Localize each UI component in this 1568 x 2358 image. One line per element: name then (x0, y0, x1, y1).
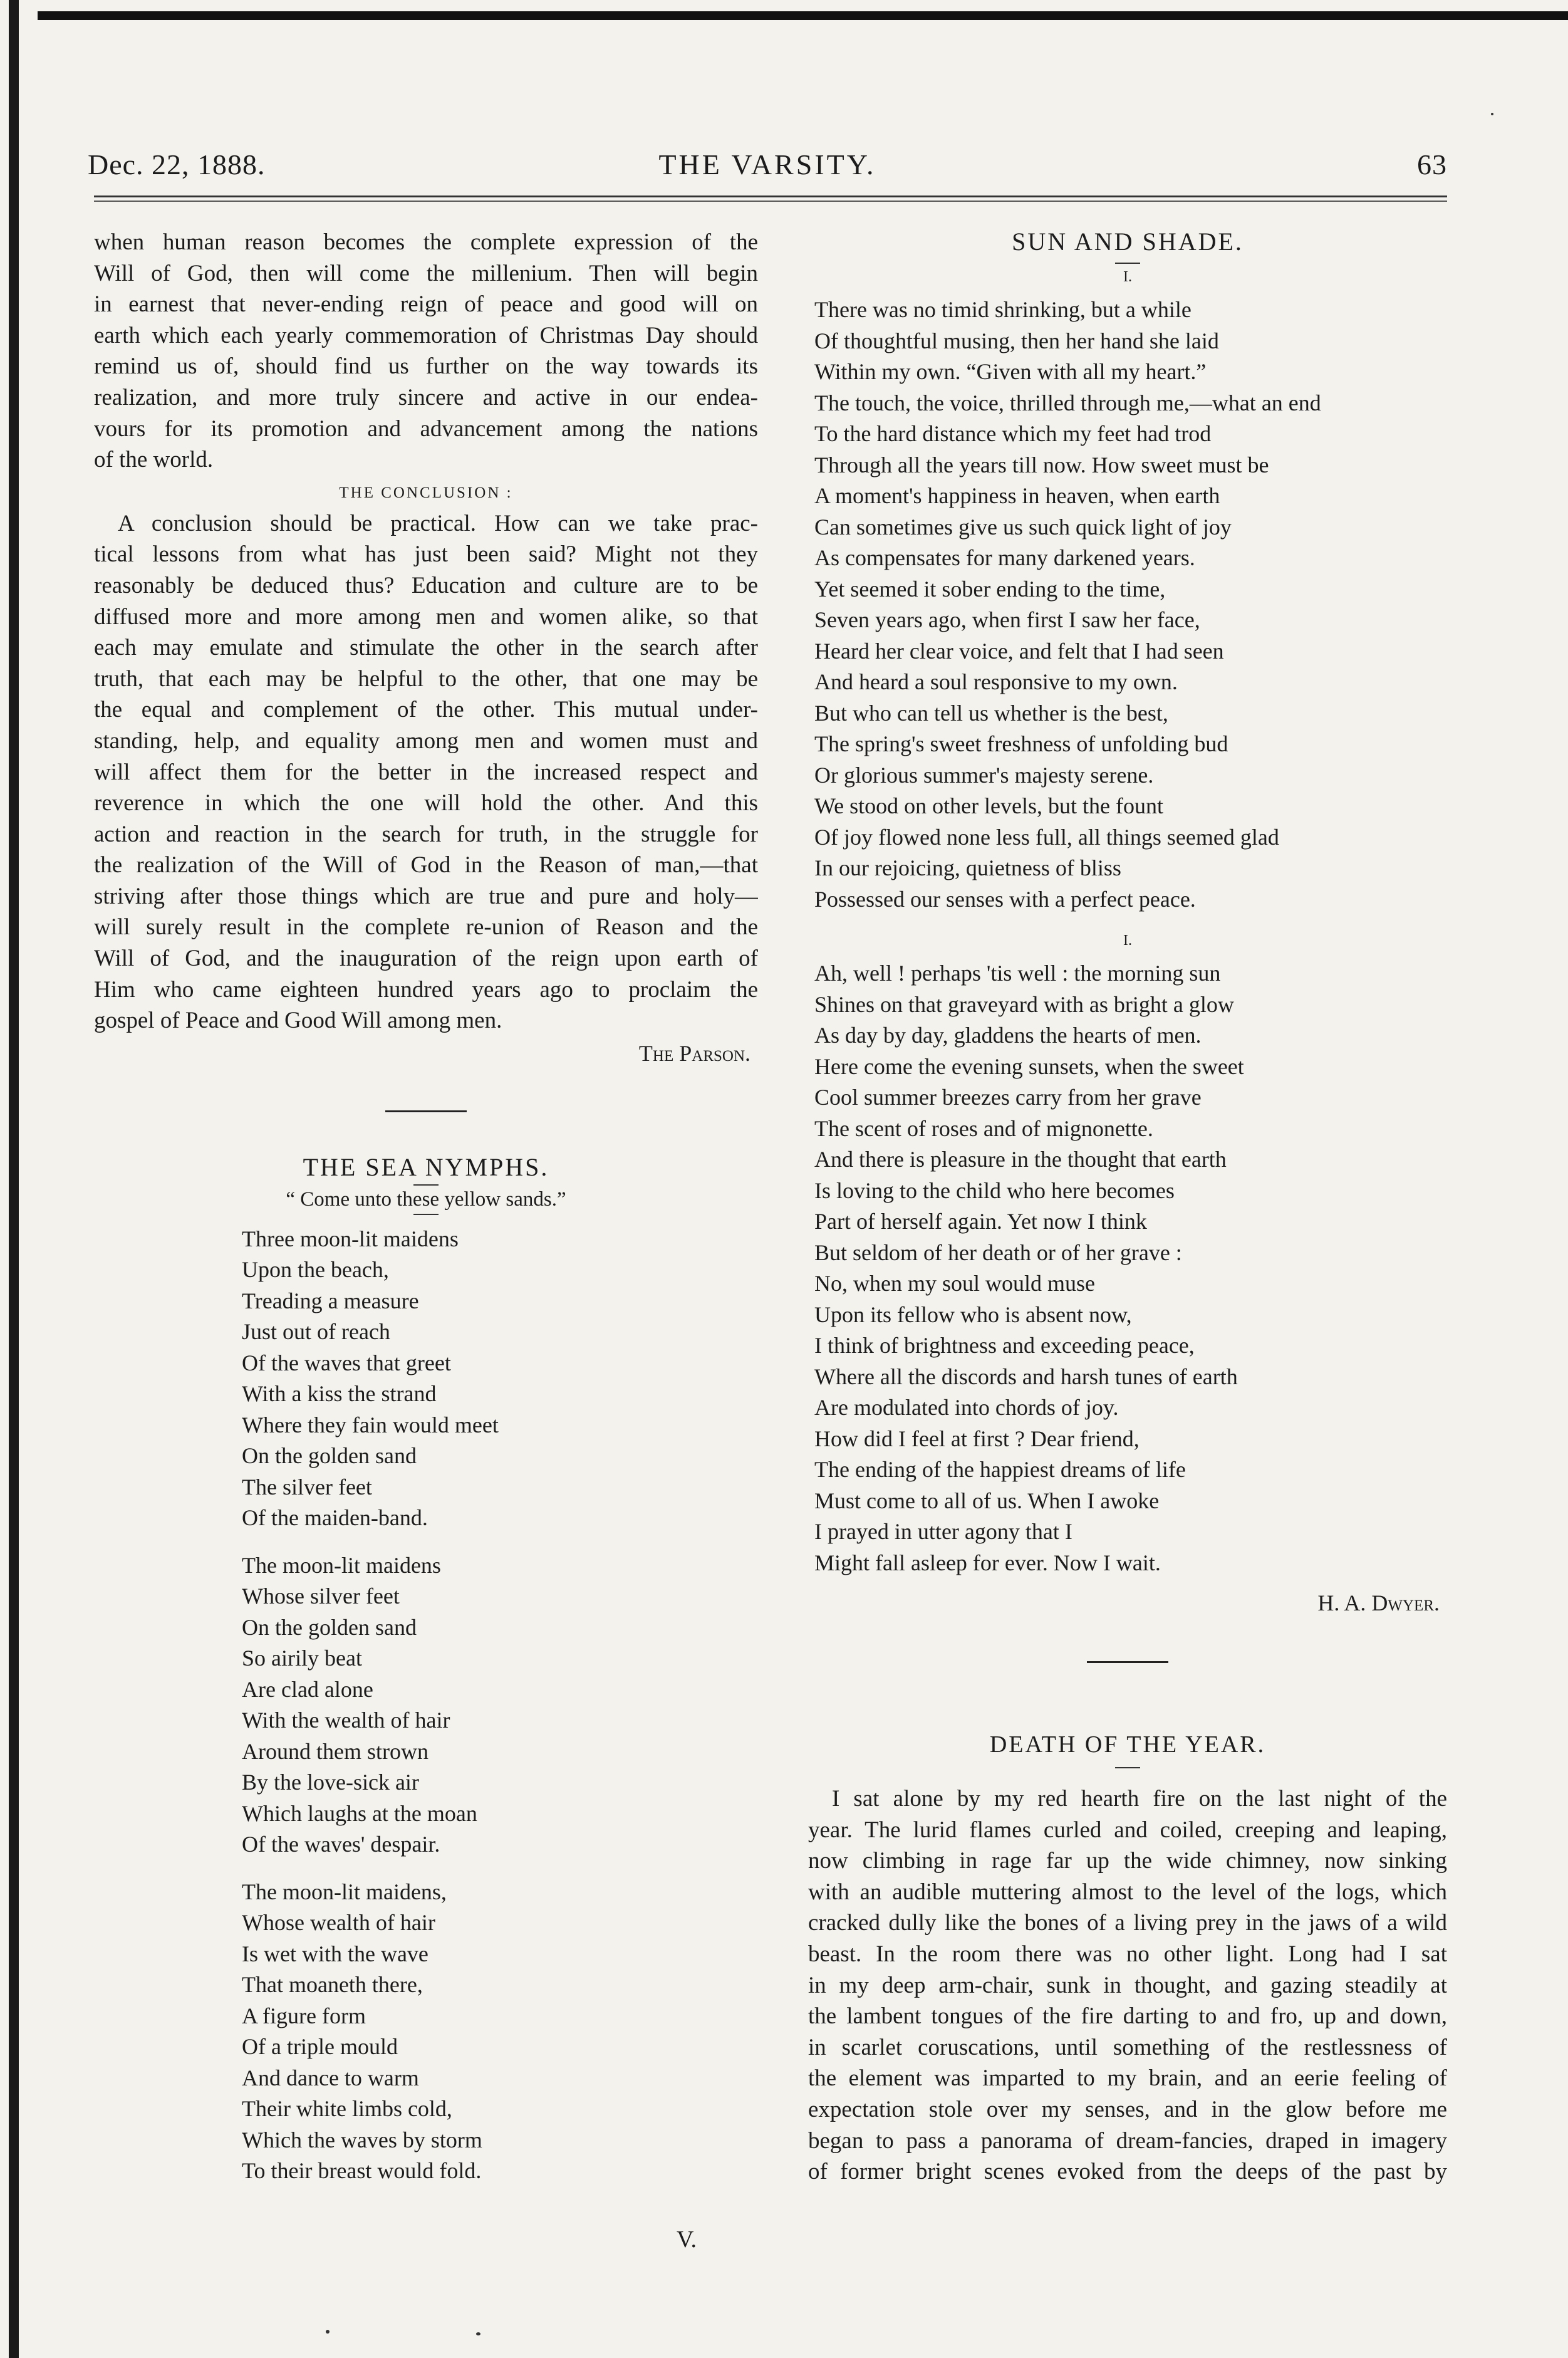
verse-line: Within my own. “Given with all my heart.” (814, 359, 1207, 384)
text-line: of the world. (94, 447, 214, 473)
verse-line: The ending of the happiest dreams of life (814, 1457, 1186, 1482)
verse-line: Whose silver feet (242, 1583, 400, 1609)
text-line: standing, help, and equality among men and women must and (94, 728, 758, 754)
text-line: diffused more and more among men and women alike, so that (94, 603, 758, 630)
verse-line: There was no timid shrinking, but a while (814, 297, 1192, 322)
verse-line: Part of herself again. Yet now I think (814, 1209, 1147, 1234)
verse-line: Just out of reach (242, 1319, 390, 1345)
verse-line: Are clad alone (242, 1676, 373, 1702)
text-line: with an audible muttering almost to the level of the logs, which (808, 1879, 1447, 1905)
text-line: vours for its promotion and advancement among the nations (94, 415, 758, 442)
essay-ending (94, 227, 758, 476)
verse-line: So airily beat (242, 1646, 362, 1671)
verse-line: Is loving to the child who here becomes (814, 1177, 1175, 1203)
verse-line: I prayed in utter agony that I (814, 1519, 1072, 1544)
verse-line: The touch, the voice, thrilled through me,—what an end (814, 390, 1321, 415)
verse-line: I think of brightness and exceeding peace, (814, 1333, 1195, 1358)
stanza (242, 1877, 758, 2187)
text-line: Will of God, and the inauguration of the reign upon earth of (94, 946, 758, 972)
verse-line: The spring's sweet freshness of unfolding bud (814, 731, 1228, 756)
scan-speck (1491, 113, 1493, 115)
verse-line: Cool summer breezes carry from her grave (814, 1085, 1202, 1110)
verse-line: But who can tell us whether is the best, (814, 700, 1168, 726)
verse-line: Are modulated into chords of joy. (814, 1395, 1119, 1420)
poem-part-two (808, 958, 1447, 1578)
text-line: the element was imparted to my brain, and an eerie feeling of (808, 2065, 1447, 2092)
verse-line: And dance to warm (242, 2065, 419, 2090)
text-line: realization, and more truly sincere and active in our endea- (94, 384, 758, 410)
verse-line: By the love-sick air (242, 1770, 419, 1795)
article-title: DEATH OF THE YEAR. (989, 1731, 1266, 1758)
text-line: beast. In the room there was no other light. Long had I sat (808, 1941, 1447, 1967)
verse-line: Treading a measure (242, 1288, 419, 1313)
top-border (38, 11, 1568, 20)
verse-line: On the golden sand (242, 1614, 417, 1640)
verse-line: Can sometimes give us such quick light of joy (814, 514, 1232, 540)
text-line: now climbing in rage far up the wide chimney, now sinking (808, 1848, 1447, 1874)
author-signature: H. A. Dwyer. (1317, 1590, 1440, 1615)
verse-line: Of joy flowed none less full, all things seemed glad (814, 824, 1279, 850)
verse-line: With the wealth of hair (242, 1708, 450, 1733)
poem-body (94, 1224, 758, 2187)
text-line: reverence in which the one will hold the other. And this (94, 790, 758, 816)
verse-line: The moon-lit maidens, (242, 1879, 447, 1904)
verse-line: Of the waves that greet (242, 1350, 451, 1375)
epigraph-dash (413, 1214, 439, 1215)
text-line: cracked dully like the bones of a living prey in the jaws of a wild (808, 1910, 1447, 1936)
verse-line: A moment's happiness in heaven, when earth (814, 483, 1220, 508)
text-line: striving after those things which are true and pure and holy— (94, 883, 758, 909)
text-line: earth which each yearly commemoration of Christmas Day should (94, 322, 758, 348)
title-dash (413, 1184, 439, 1186)
verse-line: No, when my soul would muse (814, 1271, 1095, 1296)
issue-date: Dec. 22, 1888. (88, 149, 266, 180)
verse-line: Of a triple mould (242, 2034, 398, 2060)
poem-signature: V. (677, 2226, 697, 2253)
verse-line: Of the maiden-band. (242, 1505, 428, 1531)
binding-edge (9, 0, 19, 2358)
right-column (808, 227, 1447, 2188)
verse-line: The moon-lit maidens (242, 1552, 441, 1578)
verse-line: Through all the years till now. How sweet must be (814, 452, 1269, 477)
verse-line: How did I feel at first ? Dear friend, (814, 1426, 1140, 1451)
page-number: 63 (1417, 149, 1447, 180)
text-line: Him who came eighteen hundred years ago to proclaim the (94, 976, 758, 1003)
verse-line: Heard her clear voice, and felt that I had seen (814, 638, 1224, 664)
verse-line: Of the waves' despair. (242, 1832, 440, 1857)
verse-line: Whose wealth of hair (242, 1910, 435, 1936)
section-numeral: I. (1123, 932, 1132, 949)
title-dash (1115, 1767, 1140, 1768)
article-separator (1087, 1661, 1168, 1663)
left-column (94, 227, 758, 2203)
text-line: reasonably be deduced thus? Education and culture are to be (94, 572, 758, 598)
verse-line: Might fall asleep for ever. Now I wait. (814, 1550, 1161, 1575)
verse-line: Or glorious summer's majesty serene. (814, 762, 1154, 788)
verse-line: To the hard distance which my feet had trod (814, 421, 1212, 446)
verse-line: But seldom of her death or of her grave : (814, 1239, 1182, 1265)
text-line: I sat alone by my red hearth fire on the last night of the (832, 1786, 1447, 1812)
text-line: in earnest that never-ending reign of peace and good will on (94, 291, 758, 318)
text-line: in scarlet coruscations, until something of the restlessness of (808, 2034, 1447, 2060)
section-heading: THE CONCLUSION : (339, 484, 513, 501)
header-rule (94, 196, 1447, 197)
verse-line: Their white limbs cold, (242, 2096, 452, 2122)
scan-speck (476, 2332, 480, 2335)
text-line: expectation stole over my senses, and in the glow before me (808, 2096, 1447, 2122)
verse-line: With a kiss the strand (242, 1381, 437, 1407)
verse-line: Three moon-lit maidens (242, 1226, 459, 1251)
verse-line: Seven years ago, when first I saw her face, (814, 607, 1200, 632)
verse-line: Upon the beach, (242, 1257, 389, 1283)
verse-line: As day by day, gladdens the hearts of men. (814, 1023, 1202, 1048)
text-line: tical lessons from what has just been said? Might not they (94, 541, 758, 568)
publication-title: THE VARSITY. (658, 149, 876, 180)
verse-line: And there is pleasure in the thought that earth (814, 1147, 1227, 1172)
verse-line: Upon its fellow who is absent now, (814, 1302, 1132, 1327)
article-body (808, 1783, 1447, 2188)
title-dash (1115, 263, 1140, 264)
conclusion-paragraph (94, 508, 758, 1036)
text-line: of former bright scenes evoked from the deeps of the past by (808, 2159, 1447, 2185)
poem-title: THE SEA NYMPHS. (303, 1152, 549, 1181)
verse-line: Possessed our senses with a perfect peace. (814, 886, 1196, 912)
article-separator (385, 1110, 467, 1112)
verse-line: And heard a soul responsive to my own. (814, 669, 1178, 694)
verse-line: Is wet with the wave (242, 1941, 428, 1966)
verse-line: Where they fain would meet (242, 1412, 499, 1437)
scan-speck (326, 2330, 330, 2334)
verse-line: Of thoughtful musing, then her hand she laid (814, 328, 1219, 353)
text-line: gospel of Peace and Good Will among men. (94, 1008, 502, 1034)
text-line: in my deep arm-chair, sunk in thought, and gazing steadily at (808, 1972, 1447, 1998)
section-numeral: I. (1123, 269, 1132, 285)
author-signature: The Parson. (638, 1040, 750, 1066)
text-line: will surely result in the complete re-union of Reason and the (94, 914, 758, 941)
text-line: Will of God, then will come the millenium. Then will begin (94, 260, 758, 286)
text-line: the lambent tongues of the fire darting to and fro, up and down, (808, 2003, 1447, 2030)
verse-line: Ah, well ! perhaps 'tis well : the morning sun (814, 961, 1221, 986)
verse-line: Around them strown (242, 1738, 428, 1764)
verse-line: To their breast would fold. (242, 2158, 482, 2184)
verse-line: Here come the evening sunsets, when the sweet (814, 1053, 1244, 1079)
poem-title: SUN AND SHADE. (1012, 227, 1243, 256)
page-header (88, 148, 1447, 185)
text-line: the equal and complement of the other. This mutual under- (94, 697, 758, 723)
stanza (242, 1550, 758, 1860)
verse-line: Shines on that graveyard with as bright a glow (814, 991, 1234, 1017)
header-rule-thin (94, 201, 1447, 202)
text-line: began to pass a panorama of dream-fancies, draped in imagery (808, 2127, 1447, 2154)
text-line: the realization of the Will of God in the Reason of man,—that (94, 852, 758, 879)
verse-line: Yet seemed it sober ending to the time, (814, 576, 1166, 602)
verse-line: As compensates for many darkened years. (814, 545, 1195, 570)
verse-line: The silver feet (242, 1474, 372, 1500)
verse-line: A figure form (242, 2003, 366, 2028)
text-line: will affect them for the better in the increased respect and (94, 759, 758, 785)
verse-line: Which the waves by storm (242, 2127, 482, 2152)
verse-line: Must come to all of us. When I awoke (814, 1488, 1160, 1513)
text-line: remind us of, should find us further on the way towards its (94, 353, 758, 380)
text-line: when human reason becomes the complete expression of the (94, 229, 758, 255)
text-line: action and reaction in the search for truth, in the struggle for (94, 821, 758, 847)
verse-line: In our rejoicing, quietness of bliss (814, 855, 1121, 880)
verse-line: Where all the discords and harsh tunes of earth (814, 1364, 1238, 1389)
verse-line: On the golden sand (242, 1443, 417, 1469)
verse-line: Which laughs at the moan (242, 1800, 477, 1826)
poem-part-one (808, 295, 1447, 915)
verse-line: The scent of roses and of mignonette. (814, 1115, 1153, 1141)
text-line: year. The lurid flames curled and coiled, creeping and leaping, (808, 1817, 1447, 1843)
text-line: truth, that each may be helpful to the other, that one may be (94, 665, 758, 692)
verse-line: We stood on other levels, but the fount (814, 793, 1163, 818)
verse-line: That moaneth there, (242, 1972, 423, 1998)
stanza (242, 1224, 758, 1534)
text-line: each may emulate and stimulate the other in the search after (94, 635, 758, 661)
poem-epigraph: “ Come unto these yellow sands.” (286, 1187, 566, 1211)
text-line: A conclusion should be practical. How can we take prac- (118, 510, 758, 536)
